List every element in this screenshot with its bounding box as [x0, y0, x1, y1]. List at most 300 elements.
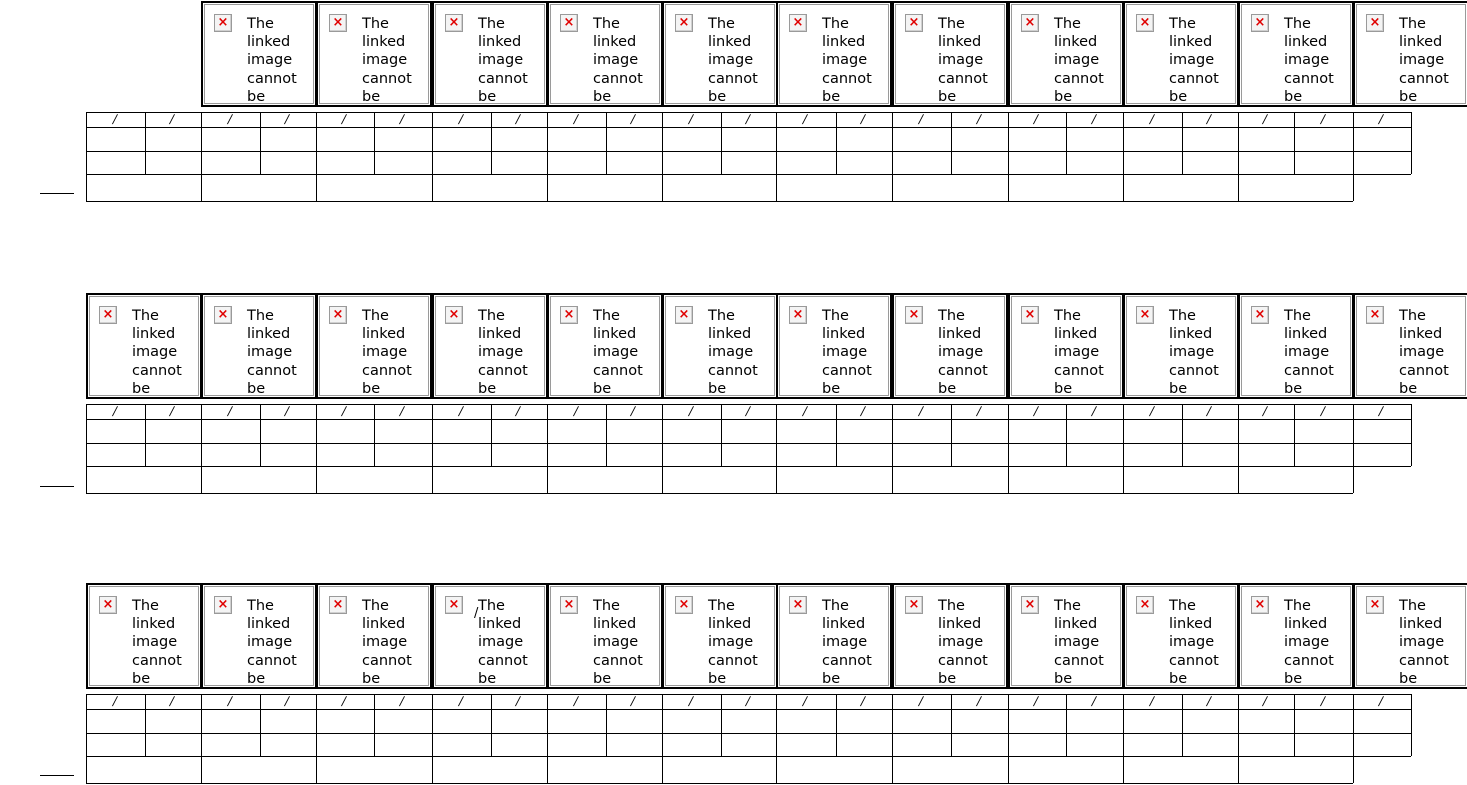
table-summary-column-line [432, 756, 433, 783]
image-alt-text: The linked image cannot be [132, 598, 182, 686]
table-column-line [432, 404, 433, 466]
broken-image-placeholder [316, 1, 432, 107]
image-alt-text: The linked image cannot be [938, 308, 988, 396]
header-cell-mark: / [917, 694, 925, 708]
broken-image-placeholder [86, 583, 202, 689]
header-cell-mark: / [744, 404, 752, 418]
table-column-line [1353, 694, 1354, 756]
header-cell-mark: / [1090, 112, 1098, 126]
broken-image-placeholder [1238, 1, 1354, 107]
header-cell-mark: / [457, 112, 465, 126]
broken-image-placeholder [201, 583, 317, 689]
broken-image-placeholder [1123, 293, 1239, 399]
broken-image-icon [905, 14, 923, 32]
header-cell-mark: / [283, 694, 291, 708]
table-column-line [776, 112, 777, 174]
broken-image-icon [329, 14, 347, 32]
table-column-line [374, 694, 375, 756]
broken-image-glyph: × [1139, 15, 1151, 30]
broken-image-glyph: × [102, 307, 114, 322]
broken-image-placeholder [1008, 583, 1124, 689]
header-cell-mark: / [572, 112, 580, 126]
broken-image-placeholder [316, 583, 432, 689]
broken-image-icon [1021, 306, 1039, 324]
table-summary-bottom-line [86, 201, 1353, 202]
image-frame [665, 4, 775, 104]
header-cell-mark: / [283, 404, 291, 418]
table-row-line [86, 709, 1411, 710]
header-cell-mark: / [801, 694, 809, 708]
broken-image-icon [1366, 596, 1384, 614]
image-frame [1011, 586, 1121, 686]
broken-image-glyph: × [908, 307, 920, 322]
broken-image-glyph: × [332, 15, 344, 30]
table-column-line [892, 404, 893, 466]
broken-image-icon [789, 306, 807, 324]
table-summary-column-line [776, 756, 777, 783]
image-frame [89, 586, 199, 686]
header-cell-mark: / [457, 694, 465, 708]
table-column-line [260, 112, 261, 174]
table-summary-column-line [1353, 756, 1354, 783]
broken-image-glyph: × [678, 597, 690, 612]
table-row-line [1353, 174, 1411, 175]
header-cell-mark: / [572, 694, 580, 708]
broken-image-glyph: × [217, 15, 229, 30]
table-column-line [491, 694, 492, 756]
broken-image-icon [1021, 14, 1039, 32]
table-column-line [201, 694, 202, 756]
table-column-line [1353, 404, 1354, 466]
broken-image-placeholder [86, 293, 202, 399]
broken-image-icon [789, 596, 807, 614]
header-cell-mark: / [514, 112, 522, 126]
table-column-line [1294, 112, 1295, 174]
table-summary-bottom-line [86, 783, 1353, 784]
table-summary-column-line [1353, 174, 1354, 201]
image-alt-text: The linked image cannot be [132, 308, 182, 396]
broken-image-glyph: × [448, 597, 460, 612]
table-column-line [721, 112, 722, 174]
table-summary-column-line [892, 466, 893, 493]
broken-image-glyph: × [332, 307, 344, 322]
broken-image-placeholder [776, 583, 892, 689]
table-column-line [1238, 404, 1239, 466]
header-cell-mark: / [859, 404, 867, 418]
table-row-line [86, 151, 1411, 152]
table-column-line [374, 112, 375, 174]
broken-image-icon [329, 596, 347, 614]
broken-image-icon [214, 306, 232, 324]
image-frame [1356, 4, 1466, 104]
image-alt-text: The linked image cannot be [1284, 16, 1334, 104]
header-cell-mark: / [629, 112, 637, 126]
broken-image-icon [1251, 306, 1269, 324]
broken-image-glyph: × [1139, 597, 1151, 612]
table-column-line [836, 112, 837, 174]
table-row-line [86, 127, 1411, 128]
image-frame [1011, 296, 1121, 396]
header-cell-mark: / [975, 404, 983, 418]
broken-image-glyph: × [448, 15, 460, 30]
image-frame [1241, 586, 1351, 686]
header-cell-mark: / [917, 112, 925, 126]
image-alt-text: The linked image cannot be [247, 16, 297, 104]
broken-image-glyph: × [102, 597, 114, 612]
table-row-line [1353, 756, 1411, 757]
table-column-line [316, 112, 317, 174]
broken-image-placeholder [547, 583, 663, 689]
image-frame [1126, 4, 1236, 104]
header-cell-mark: / [1319, 694, 1327, 708]
table-column-line [1123, 404, 1124, 466]
table-column-line [1411, 112, 1412, 174]
broken-image-placeholder [662, 293, 778, 399]
broken-image-glyph: × [563, 15, 575, 30]
header-cell-mark: / [226, 112, 234, 126]
table-summary-column-line [776, 466, 777, 493]
table-summary-column-line [892, 756, 893, 783]
broken-image-placeholder [1353, 583, 1467, 689]
table-column-line [432, 112, 433, 174]
broken-image-placeholder [892, 583, 1008, 689]
image-alt-text: The linked image cannot be [1284, 308, 1334, 396]
header-cell-mark: / [801, 112, 809, 126]
table-column-line [951, 112, 952, 174]
broken-image-placeholder [316, 293, 432, 399]
table-column-line [662, 694, 663, 756]
broken-image-placeholder [1123, 583, 1239, 689]
broken-image-glyph: × [1024, 597, 1036, 612]
table-summary-column-line [662, 174, 663, 201]
broken-image-icon [1136, 596, 1154, 614]
header-cell-mark: / [687, 112, 695, 126]
broken-image-icon [675, 596, 693, 614]
broken-image-icon [1366, 14, 1384, 32]
broken-image-glyph: × [1024, 15, 1036, 30]
broken-image-icon [445, 14, 463, 32]
table-column-line [260, 694, 261, 756]
table-summary-column-line [432, 466, 433, 493]
header-cell-mark: / [340, 112, 348, 126]
broken-image-icon [329, 306, 347, 324]
header-cell-mark: / [514, 694, 522, 708]
broken-image-glyph: × [792, 597, 804, 612]
broken-image-placeholder [432, 583, 548, 689]
table-summary-column-line [1123, 466, 1124, 493]
image-frame [895, 4, 1005, 104]
table-column-line [892, 112, 893, 174]
broken-image-icon [1021, 596, 1039, 614]
broken-image-placeholder [662, 583, 778, 689]
image-alt-text: The linked image cannot be [1399, 598, 1449, 686]
table-summary-column-line [547, 174, 548, 201]
broken-image-icon [560, 306, 578, 324]
header-cell-mark: / [629, 404, 637, 418]
table-column-line [145, 694, 146, 756]
table-column-line [260, 404, 261, 466]
image-alt-text: The linked image cannot be [822, 16, 872, 104]
table-column-line [1066, 404, 1067, 466]
image-alt-text: The linked image cannot be [478, 598, 528, 686]
image-frame [895, 586, 1005, 686]
broken-image-glyph: × [448, 307, 460, 322]
header-cell-mark: / [859, 694, 867, 708]
image-alt-text: The linked image cannot be [593, 598, 643, 686]
broken-image-icon [1366, 306, 1384, 324]
table-row-line [86, 733, 1411, 734]
table-column-line [951, 404, 952, 466]
image-frame [435, 4, 545, 104]
image-alt-text: The linked image cannot be [1169, 598, 1219, 686]
broken-image-glyph: × [332, 597, 344, 612]
table-summary-column-line [1008, 756, 1009, 783]
broken-image-icon [99, 306, 117, 324]
table-column-line [1411, 694, 1412, 756]
broken-image-icon [560, 596, 578, 614]
table-summary-top-line [86, 174, 1353, 175]
table-summary-column-line [1123, 174, 1124, 201]
header-cell-mark: / [1205, 404, 1213, 418]
broken-image-glyph: × [1024, 307, 1036, 322]
table-summary-column-line [776, 174, 777, 201]
table-summary-column-line [1238, 174, 1239, 201]
header-cell-mark: / [917, 404, 925, 418]
broken-image-placeholder [776, 1, 892, 107]
broken-image-glyph: × [1254, 307, 1266, 322]
image-frame [550, 296, 660, 396]
image-frame [779, 296, 889, 396]
broken-image-glyph: × [678, 15, 690, 30]
image-alt-text: The linked image cannot be [1169, 16, 1219, 104]
table-column-line [201, 112, 202, 174]
table-summary-column-line [86, 174, 87, 201]
image-alt-text: The linked image cannot be [247, 598, 297, 686]
broken-image-icon [675, 306, 693, 324]
broken-image-placeholder [892, 293, 1008, 399]
header-cell-mark: / [572, 404, 580, 418]
broken-image-placeholder [547, 293, 663, 399]
table-column-line [606, 694, 607, 756]
margin-mark [40, 486, 74, 487]
image-frame [204, 586, 314, 686]
header-cell-mark: / [457, 404, 465, 418]
header-cell-mark: / [398, 404, 406, 418]
image-alt-text: The linked image cannot be [247, 308, 297, 396]
table-summary-column-line [1123, 756, 1124, 783]
broken-image-icon [214, 596, 232, 614]
header-cell-mark: / [1261, 404, 1269, 418]
table-column-line [1182, 404, 1183, 466]
broken-image-placeholder [892, 1, 1008, 107]
table-column-line [836, 694, 837, 756]
broken-image-glyph: × [792, 307, 804, 322]
header-cell-mark: / [1148, 694, 1156, 708]
stray-mark: / [474, 606, 479, 621]
table-column-line [1353, 112, 1354, 174]
header-cell-mark: / [168, 404, 176, 418]
table-summary-top-line [86, 756, 1353, 757]
image-frame [204, 4, 314, 104]
image-alt-text: The linked image cannot be [593, 16, 643, 104]
table-column-line [776, 694, 777, 756]
table-column-line [1182, 694, 1183, 756]
table-column-line [316, 404, 317, 466]
image-frame [204, 296, 314, 396]
image-frame [550, 4, 660, 104]
table-summary-column-line [316, 174, 317, 201]
broken-image-glyph: × [908, 597, 920, 612]
image-alt-text: The linked image cannot be [822, 598, 872, 686]
image-alt-text: The linked image cannot be [708, 16, 758, 104]
table-column-line [1238, 112, 1239, 174]
header-cell-mark: / [226, 694, 234, 708]
header-cell-mark: / [975, 694, 983, 708]
header-cell-mark: / [340, 694, 348, 708]
header-cell-mark: / [398, 112, 406, 126]
table-summary-column-line [892, 174, 893, 201]
header-cell-mark: / [975, 112, 983, 126]
table-row-line [86, 443, 1411, 444]
table-column-line [1123, 694, 1124, 756]
header-cell-mark: / [1148, 112, 1156, 126]
table-column-line [1294, 404, 1295, 466]
margin-mark [40, 193, 74, 194]
header-cell-mark: / [1377, 112, 1385, 126]
image-alt-text: The linked image cannot be [822, 308, 872, 396]
table-summary-column-line [86, 756, 87, 783]
image-alt-text: The linked image cannot be [708, 598, 758, 686]
table-column-line [662, 112, 663, 174]
header-cell-mark: / [1205, 112, 1213, 126]
table-column-line [1066, 112, 1067, 174]
broken-image-glyph: × [217, 597, 229, 612]
header-cell-mark: / [111, 112, 119, 126]
broken-image-placeholder [1008, 1, 1124, 107]
image-alt-text: The linked image cannot be [1284, 598, 1334, 686]
broken-image-icon [1251, 14, 1269, 32]
broken-image-placeholder [201, 1, 317, 107]
image-alt-text: The linked image cannot be [1399, 16, 1449, 104]
table-column-line [491, 404, 492, 466]
table-column-line [432, 694, 433, 756]
image-frame [1126, 586, 1236, 686]
header-cell-mark: / [1261, 112, 1269, 126]
broken-image-icon [99, 596, 117, 614]
image-frame [665, 296, 775, 396]
table-column-line [1008, 404, 1009, 466]
table-column-line [1008, 112, 1009, 174]
image-alt-text: The linked image cannot be [708, 308, 758, 396]
image-alt-text: The linked image cannot be [1054, 308, 1104, 396]
table-summary-column-line [201, 466, 202, 493]
table-summary-column-line [1008, 466, 1009, 493]
header-cell-mark: / [1032, 404, 1040, 418]
table-summary-column-line [201, 756, 202, 783]
table-summary-column-line [547, 466, 548, 493]
header-cell-mark: / [1032, 694, 1040, 708]
table-row-line [86, 419, 1411, 420]
image-frame [1011, 4, 1121, 104]
broken-image-placeholder [1238, 293, 1354, 399]
broken-image-glyph: × [1254, 15, 1266, 30]
image-frame [1241, 4, 1351, 104]
table-column-line [1294, 694, 1295, 756]
image-frame [319, 4, 429, 104]
table-row-line [1353, 466, 1411, 467]
image-frame [779, 586, 889, 686]
header-cell-mark: / [1090, 694, 1098, 708]
image-alt-text: The linked image cannot be [938, 598, 988, 686]
table-column-line [145, 112, 146, 174]
header-cell-mark: / [1377, 694, 1385, 708]
table-column-line [721, 694, 722, 756]
image-frame [435, 586, 545, 686]
image-alt-text: The linked image cannot be [478, 308, 528, 396]
table-summary-column-line [432, 174, 433, 201]
table-summary-column-line [86, 466, 87, 493]
table-column-line [1008, 694, 1009, 756]
image-alt-text: The linked image cannot be [938, 16, 988, 104]
table-column-line [201, 404, 202, 466]
image-alt-text: The linked image cannot be [362, 16, 412, 104]
table-summary-top-line [86, 466, 1353, 467]
image-alt-text: The linked image cannot be [1054, 598, 1104, 686]
broken-image-glyph: × [1369, 307, 1381, 322]
header-cell-mark: / [687, 404, 695, 418]
image-frame [435, 296, 545, 396]
table-summary-column-line [547, 756, 548, 783]
table-column-line [86, 694, 87, 756]
table-column-line [1182, 112, 1183, 174]
broken-image-glyph: × [563, 307, 575, 322]
table-summary-column-line [201, 174, 202, 201]
header-cell-mark: / [629, 694, 637, 708]
table-column-line [1411, 404, 1412, 466]
table-column-line [662, 404, 663, 466]
table-column-line [316, 694, 317, 756]
broken-image-placeholder [776, 293, 892, 399]
broken-image-icon [214, 14, 232, 32]
table-summary-column-line [316, 756, 317, 783]
table-column-line [951, 694, 952, 756]
broken-image-glyph: × [678, 307, 690, 322]
broken-image-icon [905, 306, 923, 324]
table-column-line [547, 694, 548, 756]
broken-image-glyph: × [1369, 15, 1381, 30]
broken-image-glyph: × [217, 307, 229, 322]
table-summary-column-line [1353, 466, 1354, 493]
table-column-line [892, 694, 893, 756]
broken-image-placeholder [1008, 293, 1124, 399]
broken-image-icon [789, 14, 807, 32]
broken-image-placeholder [432, 1, 548, 107]
table-column-line [1066, 694, 1067, 756]
table-summary-column-line [316, 466, 317, 493]
table-summary-column-line [1008, 174, 1009, 201]
header-cell-mark: / [168, 694, 176, 708]
image-frame [319, 296, 429, 396]
header-cell-mark: / [801, 404, 809, 418]
header-cell-mark: / [398, 694, 406, 708]
table-column-line [86, 404, 87, 466]
header-cell-mark: / [1148, 404, 1156, 418]
image-frame [1356, 586, 1466, 686]
header-cell-mark: / [1319, 404, 1327, 418]
broken-image-icon [445, 306, 463, 324]
table-column-line [776, 404, 777, 466]
margin-mark [40, 775, 74, 776]
